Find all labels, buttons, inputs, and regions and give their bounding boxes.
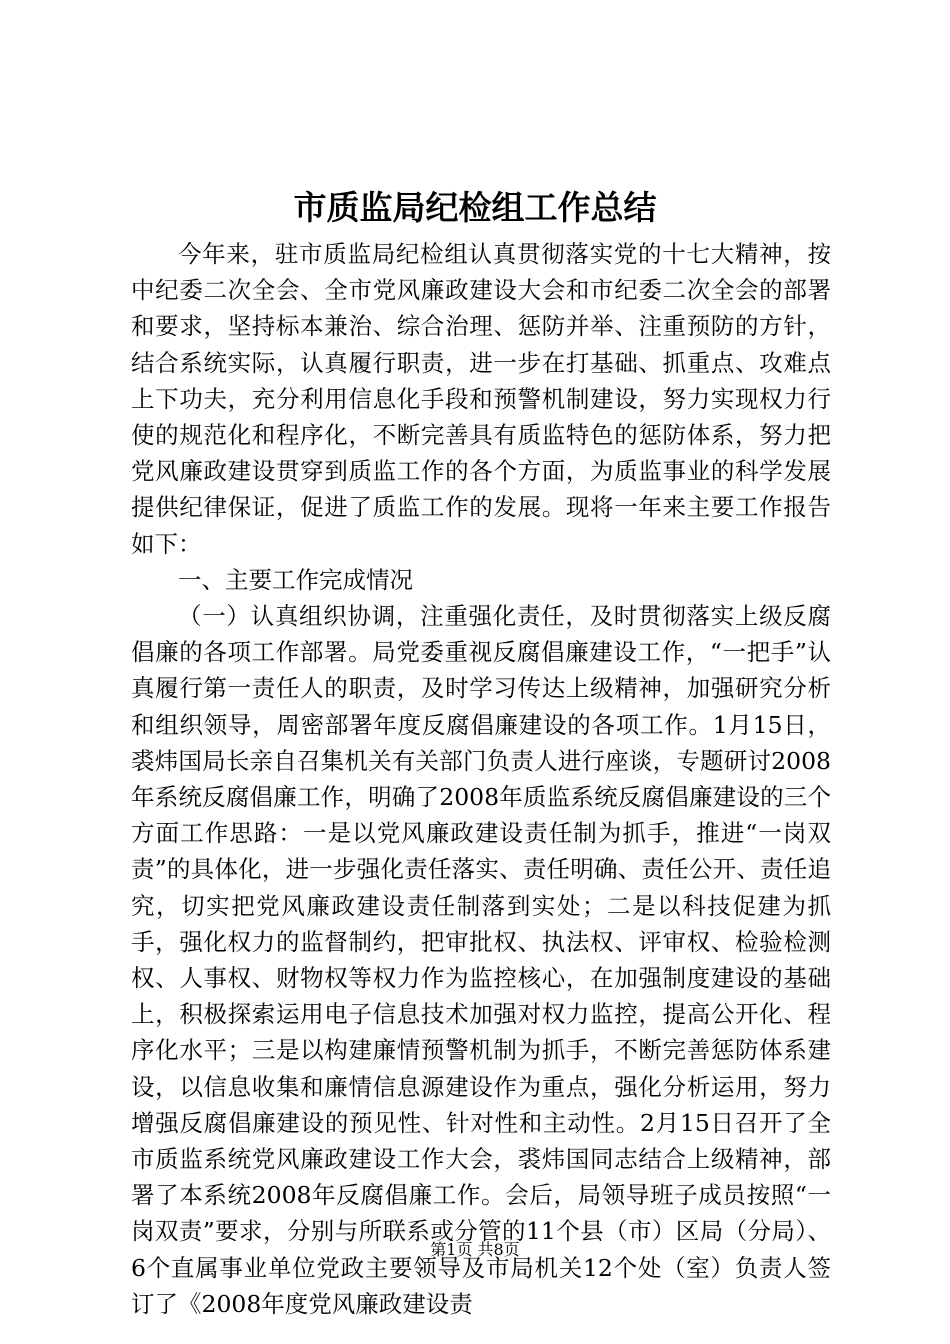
section-paragraph: （一）认真组织协调，注重强化责任，及时贯彻落实上级反腐倡廉的各项工作部署。局党委重视反腐倡廉建设工作，“一把手”认真履行第一责任人的职责，及时学习传达上级精神，加强研究分析和组织领导，周密部署年度反腐倡廉建设的各项工作。1月15日，裘炜国局长亲自召集机关有关部门负责人进行座谈，专题研讨2008年系统反腐倡廉工作，明确了2008年质监系统反腐倡廉建设的三个方面工作思路：一是以党风廉政建设责任制为抓手，推进“一岗双责”的具体化，进一步强化责任落实、责任明确、责任公开、责任追究，切实把党风廉政建设责任制落到实处；二是以科技促建为抓手，强化权力的监督制约，把审批权、执法权、评审权、检验检测权、人事权、财物权等权力作为监控核心，在加强制度建设的基础上，积极探索运用电子信息技术加强对权力监控，提高公开化、程序化水平；三是以构建廉情预警机制为抓手，不断完善惩防体系建设，以信息收集和廉情信息源建设作为重点，强化分析运用，努力增强反腐倡廉建设的预见性、针对性和主动性。2月15日召开了全市质监系统党风廉政建设工作大会，裘炜国同志结合上级精神，部署了本系统2008年反腐倡廉工作。会后，局领导班子成员按照“一岗双责”要求，分别与所联系或分管的11个县（市）区局（分局）、6个直属事业单位党政主要领导及市局机关12个处（室）负责人签订了《2008年度党风廉政建设责 bbox=[131, 602, 831, 1318]
section-heading: 一、主要工作完成情况 bbox=[178, 565, 413, 594]
document-body bbox=[131, 236, 831, 1322]
intro-paragraph: 今年来，驻市质监局纪检组认真贯彻落实党的十七大精神，按中纪委二次全会、全市党风廉政建设大会和市纪委二次全会的部署和要求，坚持标本兼治、综合治理、惩防并举、注重预防的方针，结合系统实际，认真履行职责，进一步在打基础、抓重点、攻难点上下功夫，充分利用信息化手段和预警机制建设，努力实现权力行使的规范化和程序化，不断完善具有质监特色的惩防体系，努力把党风廉政建设贯穿到质监工作的各个方面，为质监事业的科学发展提供纪律保证，促进了质监工作的发展。现将一年来主要工作报告如下： bbox=[131, 240, 831, 558]
document-title: 市质监局纪检组工作总结 bbox=[293, 188, 657, 227]
page-footer: 第1页 共8页 bbox=[430, 1240, 520, 1259]
